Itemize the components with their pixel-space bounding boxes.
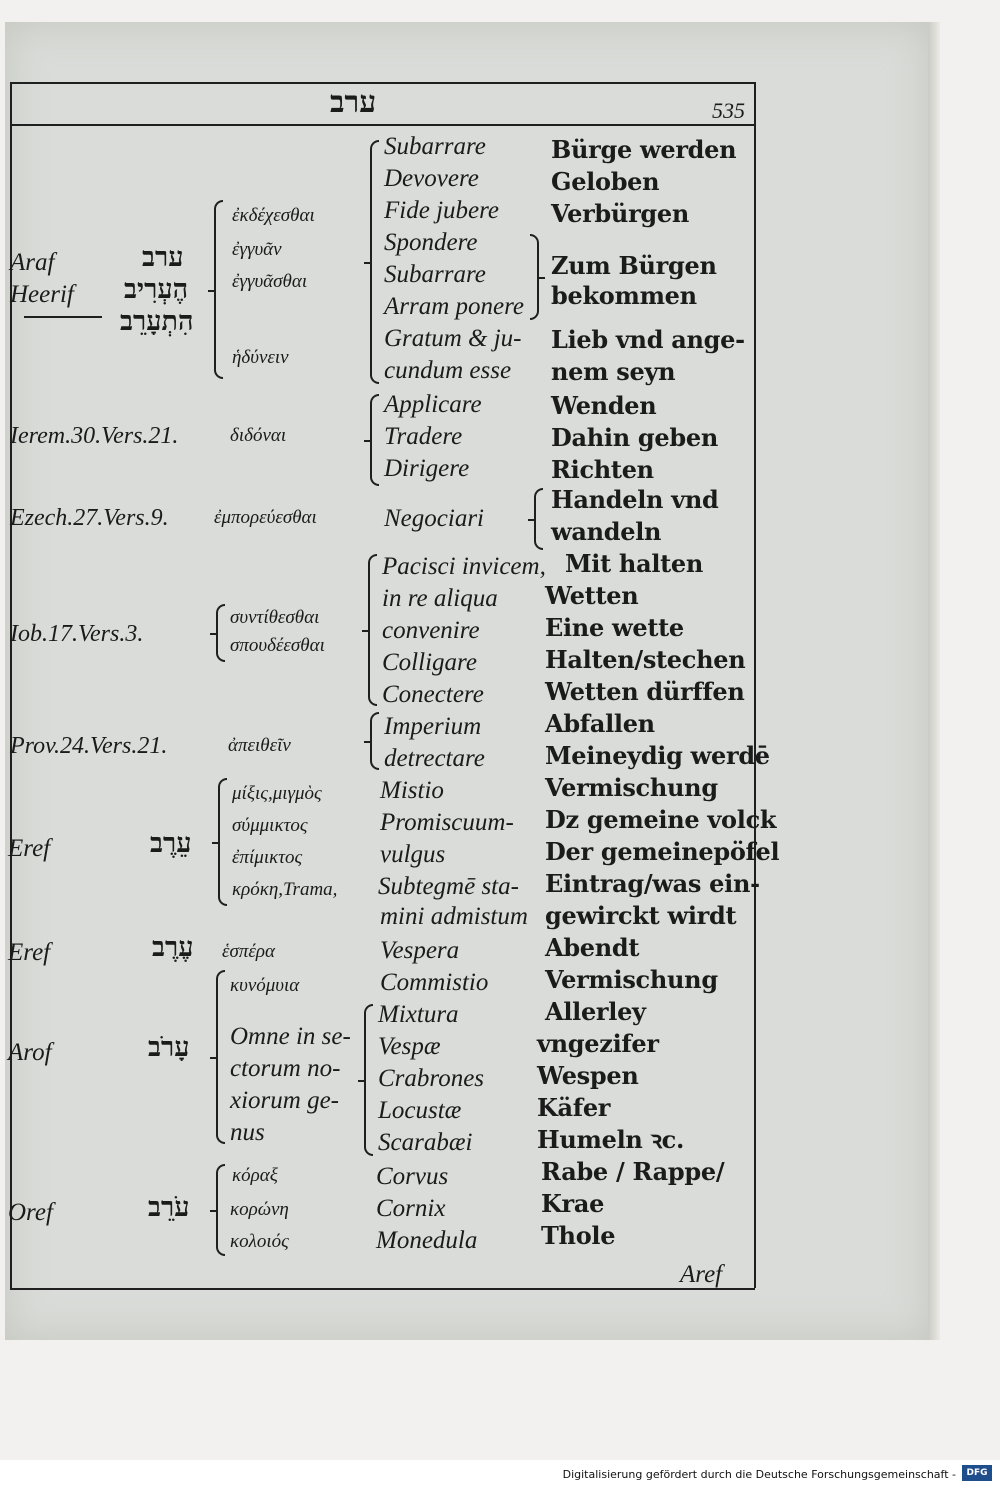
german-ierem-1: Wenden xyxy=(551,391,657,420)
german-araf-6: Lieb vnd ange- xyxy=(551,325,745,354)
ditto-dash xyxy=(24,316,102,318)
german-eref-1: Vermischung xyxy=(545,773,718,802)
latin-eref-4: Subtegmē sta- xyxy=(378,873,519,900)
latin-arof-2: Mixtura xyxy=(378,1001,459,1028)
german-ierem-2: Dahin geben xyxy=(551,423,718,452)
brace-prov xyxy=(370,712,379,770)
greek-arof: κυνόμυια xyxy=(230,975,300,996)
latin-iob-2: in re aliqua xyxy=(382,585,498,612)
latin-arof-left-4: nus xyxy=(230,1119,265,1146)
brace-araf-greek xyxy=(214,200,223,379)
german-ierem-3: Richten xyxy=(551,455,654,484)
dfg-logo-icon[interactable]: DFG xyxy=(962,1465,992,1481)
latin-eref-5: mini admistum xyxy=(380,903,528,930)
latin-arof-1: Commistio xyxy=(380,969,489,996)
latin-araf-1: Subarrare xyxy=(384,133,486,160)
ref-iob: Iob.17.Vers.3. xyxy=(10,621,144,647)
german-araf-4: Zum Bürgen xyxy=(551,251,717,280)
german-arof-6: Humeln ꝛc. xyxy=(537,1125,685,1154)
latin-oref-2: Cornix xyxy=(376,1195,446,1222)
hebrew-oref: עֹרֵב xyxy=(148,1192,190,1223)
german-arof-5: Käfer xyxy=(537,1093,611,1122)
latin-araf-4: Spondere xyxy=(384,229,478,256)
german-prov-1: Abfallen xyxy=(545,709,655,738)
latin-eref-3: vulgus xyxy=(380,841,446,868)
german-oref-1: Rabe / Rappe/ xyxy=(541,1157,725,1186)
latin-ierem-3: Dirigere xyxy=(384,455,470,482)
latin-araf-3: Fide jubere xyxy=(384,197,500,224)
hebrew-eref-2: עֶרֶב xyxy=(152,932,194,963)
latin-arof-left-3: xiorum ge- xyxy=(230,1087,339,1114)
latin-arof-4: Crabrones xyxy=(378,1065,485,1092)
brace-eref-greek xyxy=(218,778,227,906)
latin-iob-3: convenire xyxy=(382,617,480,644)
latin-eref-vespera: Vespera xyxy=(380,937,460,964)
german-prov-2: Meineydig werdē xyxy=(545,741,770,770)
german-eref-5: gewirckt wirdt xyxy=(545,901,737,930)
translit-arof: Arof xyxy=(8,1039,52,1066)
german-arof-1: Vermischung xyxy=(545,965,718,994)
footer-credit: Digitalisierung gefördert durch die Deutsche Forschungsgemeinschaft - xyxy=(562,1468,956,1481)
hebrew-heerif: הֶעְרִיב xyxy=(124,274,189,305)
german-araf-5: bekommen xyxy=(551,281,697,310)
german-araf-7: nem seyn xyxy=(551,357,676,386)
latin-araf-8: cundum esse xyxy=(384,357,512,384)
catchword: Aref xyxy=(680,1261,723,1288)
greek-prov: ἀπειθεῖν xyxy=(228,735,291,756)
german-iob-2: Wetten xyxy=(545,581,639,610)
translit-oref: Oref xyxy=(8,1199,53,1226)
greek-ierem: διδόναι xyxy=(230,425,287,446)
translit-heerif: Heerif xyxy=(10,281,74,308)
translit-araf: Araf xyxy=(10,249,55,276)
ref-prov: Prov.24.Vers.21. xyxy=(10,733,168,759)
latin-eref-2: Promiscuum- xyxy=(380,809,514,836)
greek-oref-2: κορώνη xyxy=(230,1199,289,1220)
latin-oref-1: Corvus xyxy=(376,1163,449,1190)
greek-araf-3: ἐγγυᾶσθαι xyxy=(232,271,308,292)
german-eref-4: Eintrag/was ein- xyxy=(545,869,760,898)
german-eref-2: Dz gemeine volck xyxy=(545,805,777,834)
brace-araf-latin xyxy=(370,140,379,384)
greek-oref-1: κόραξ xyxy=(232,1165,278,1186)
latin-arof-left-2: ctorum no- xyxy=(230,1055,341,1082)
latin-eref-1: Mistio xyxy=(380,777,444,804)
greek-eref-4: κρόκη,Trama, xyxy=(232,879,338,900)
greek-iob-2: σπουδέεσθαι xyxy=(230,635,325,656)
german-araf-3: Verbürgen xyxy=(551,199,690,228)
latin-iob-5: Conectere xyxy=(382,681,484,708)
german-araf-1: Bürge werden xyxy=(551,135,737,164)
german-araf-2: Geloben xyxy=(551,167,660,196)
ref-ierem: Ierem.30.Vers.21. xyxy=(10,423,179,449)
german-arof-3: vngezifer xyxy=(537,1029,659,1058)
latin-iob-4: Colligare xyxy=(382,649,477,676)
latin-oref-3: Monedula xyxy=(376,1227,478,1254)
german-eref-abendt: Abendt xyxy=(545,933,640,962)
footer-bar xyxy=(0,1460,1000,1492)
german-eref-3: Der gemeinepöfel xyxy=(545,837,780,866)
latin-prov-2: detrectare xyxy=(384,745,485,772)
german-ezech-2: wandeln xyxy=(551,517,662,546)
latin-ierem-2: Tradere xyxy=(384,423,463,450)
greek-oref-3: κολοιός xyxy=(230,1231,289,1252)
frame-right-rule xyxy=(754,82,756,1288)
hebrew-arof: עָרֹב xyxy=(148,1032,190,1063)
german-iob-3: Eine wette xyxy=(545,613,684,642)
hebrew-araf: ערב xyxy=(142,242,184,273)
hebrew-eref-1: עֵרֶב xyxy=(150,828,192,859)
brace-ierem xyxy=(370,394,379,486)
frame-top-rule xyxy=(10,82,755,84)
brace-arof-left xyxy=(216,970,225,1144)
latin-arof-3: Vespæ xyxy=(378,1033,441,1060)
latin-araf-6: Arram ponere xyxy=(384,293,525,320)
page-number: 535 xyxy=(712,98,745,123)
latin-ierem-1: Applicare xyxy=(384,391,482,418)
greek-eref-3: ἐπίμικτος xyxy=(232,847,303,868)
brace-iob-latin xyxy=(368,554,377,706)
header-hebrew-title: ערב xyxy=(330,85,377,120)
german-iob-5: Wetten dürffen xyxy=(545,677,745,706)
frame-bottom-rule xyxy=(10,1288,755,1290)
latin-araf-2: Devovere xyxy=(384,165,479,192)
brace-oref xyxy=(216,1164,225,1256)
german-ezech-1: Handeln vnd xyxy=(551,485,719,514)
latin-araf-5: Subarrare xyxy=(384,261,486,288)
latin-iob-1: Pacisci invicem, xyxy=(382,553,546,580)
greek-araf-1: ἐκδέχεσθαι xyxy=(232,205,315,226)
latin-ezech: Negociari xyxy=(384,505,484,532)
german-iob-4: Halten/stechen xyxy=(545,645,746,674)
ref-ezech: Ezech.27.Vers.9. xyxy=(10,505,169,531)
brace-ezech xyxy=(534,488,543,550)
greek-iob-1: συντίθεσθαι xyxy=(230,607,320,628)
german-iob-1: Mit halten xyxy=(565,549,704,578)
frame-header-rule xyxy=(10,124,755,126)
page-edge xyxy=(928,22,940,1340)
greek-eref-evening: ἑσπέρα xyxy=(222,941,275,962)
latin-arof-5: Locustæ xyxy=(378,1097,462,1124)
greek-eref-2: σύμμικτος xyxy=(232,815,308,836)
translit-eref-2: Eref xyxy=(8,939,51,966)
translit-eref-1: Eref xyxy=(8,835,51,862)
greek-ezech: ἐμπορεύεσθαι xyxy=(214,507,317,528)
hebrew-hitarev: הִתְעָרֵב xyxy=(120,306,194,337)
greek-eref-1: μίξις,μιγμὸς xyxy=(232,783,322,804)
latin-arof-left-1: Omne in se- xyxy=(230,1023,351,1050)
greek-araf-4: ἡδύνειν xyxy=(232,347,289,368)
latin-prov-1: Imperium xyxy=(384,713,482,740)
german-arof-2: Allerley xyxy=(545,997,646,1026)
german-arof-4: Wespen xyxy=(537,1061,639,1090)
german-oref-3: Thole xyxy=(541,1221,616,1250)
latin-arof-6: Scarabæi xyxy=(378,1129,473,1156)
brace-arof-right xyxy=(364,1004,373,1156)
german-oref-2: Krae xyxy=(541,1189,605,1218)
brace-araf-right xyxy=(530,234,539,320)
greek-araf-2: ἐγγυᾶν xyxy=(232,239,282,260)
latin-araf-7: Gratum & ju- xyxy=(384,325,522,352)
brace-iob-greek xyxy=(216,604,225,662)
